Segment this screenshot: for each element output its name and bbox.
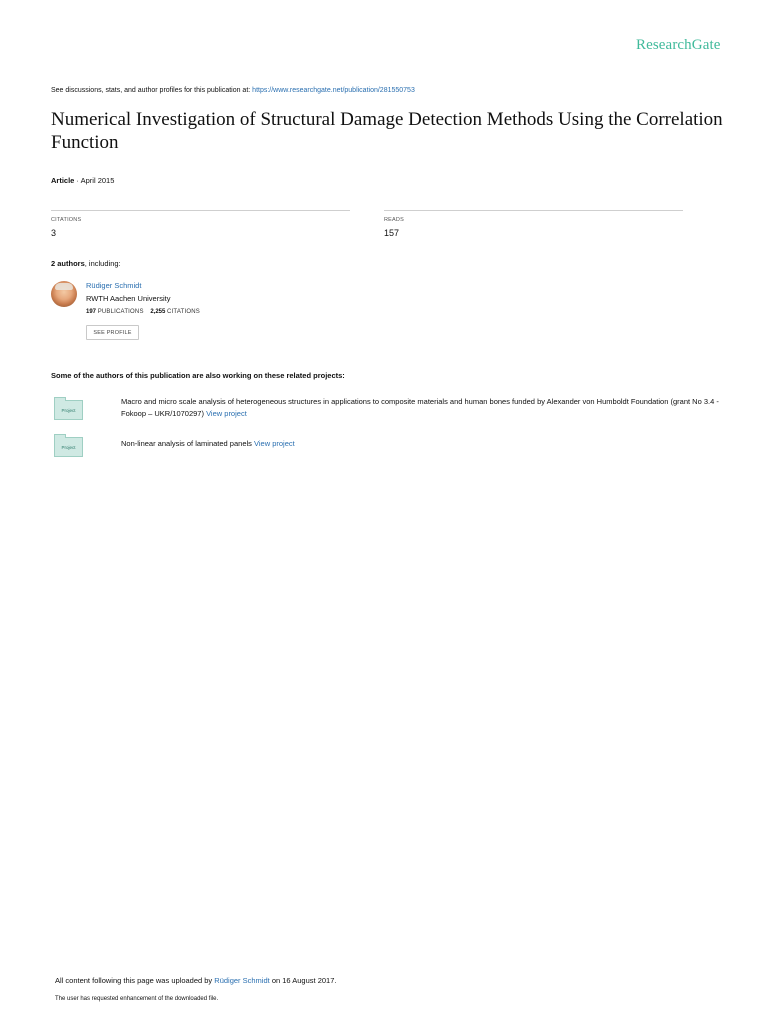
authors-including: , including:	[84, 259, 121, 268]
see-profile-button[interactable]: SEE PROFILE	[86, 325, 139, 340]
author-stats	[86, 309, 200, 315]
folder-tab	[54, 434, 66, 438]
project-folder-icon	[54, 400, 83, 420]
citations-label: CITATIONS	[51, 217, 82, 223]
reads-divider	[384, 210, 683, 211]
researchgate-logo[interactable]: ResearchGate	[636, 37, 721, 53]
discussion-line	[51, 87, 415, 94]
authors-heading	[51, 259, 121, 268]
author-name-link[interactable]: Rüdiger Schmidt	[86, 281, 142, 290]
author-publications-label: PUBLICATIONS	[97, 309, 144, 315]
project-folder-icon	[54, 437, 83, 457]
project-description: Macro and micro scale analysis of heterogeneous structures in applications to composite materials and human bones funded by Alexander von Humboldt Foundation (grant No 3.4 - Fokoop – UKR/1070297)	[121, 397, 719, 418]
author-publications-count: 197	[86, 309, 97, 315]
view-project-link[interactable]: View project	[254, 439, 295, 448]
publication-meta	[51, 176, 114, 185]
project-description: Non-linear analysis of laminated panels	[121, 439, 252, 448]
discussion-prefix: See discussions, stats, and author profiles for this publication at:	[51, 87, 253, 94]
project-icon-label: Project	[61, 444, 76, 450]
project-item	[121, 396, 721, 420]
upload-prefix: All content following this page was uploaded by	[55, 976, 215, 985]
view-project-link[interactable]: View project	[206, 409, 247, 418]
project-icon-label: Project	[61, 407, 76, 413]
publication-date: April 2015	[80, 176, 115, 185]
project-item	[121, 438, 721, 450]
request-note: The user has requested enhancement of the downloaded file.	[55, 996, 219, 1002]
citations-value: 3	[51, 228, 57, 238]
author-institution: RWTH Aachen University	[86, 294, 171, 303]
upload-note	[55, 976, 336, 985]
uploader-link[interactable]: Rüdiger Schmidt	[214, 976, 270, 985]
authors-count: 2 authors	[51, 259, 85, 268]
author-citations-label: CITATIONS	[167, 309, 200, 315]
citations-divider	[51, 210, 350, 211]
reads-label: READS	[384, 217, 404, 223]
author-avatar[interactable]	[51, 281, 77, 307]
meta-separator: ·	[74, 176, 81, 185]
related-projects-heading: Some of the authors of this publication are also working on these related projects:	[51, 371, 345, 380]
publication-type: Article	[51, 176, 75, 185]
author-citations-count: 2,255	[150, 309, 166, 315]
publication-url-link[interactable]: https://www.researchgate.net/publication/281550753	[252, 87, 415, 94]
reads-value: 157	[384, 228, 400, 238]
folder-tab	[54, 397, 66, 401]
avatar-hair	[55, 283, 73, 290]
upload-suffix: on 16 August 2017.	[269, 976, 337, 985]
publication-title: Numerical Investigation of Structural Damage Detection Methods Using the Correlation Function	[51, 109, 723, 153]
